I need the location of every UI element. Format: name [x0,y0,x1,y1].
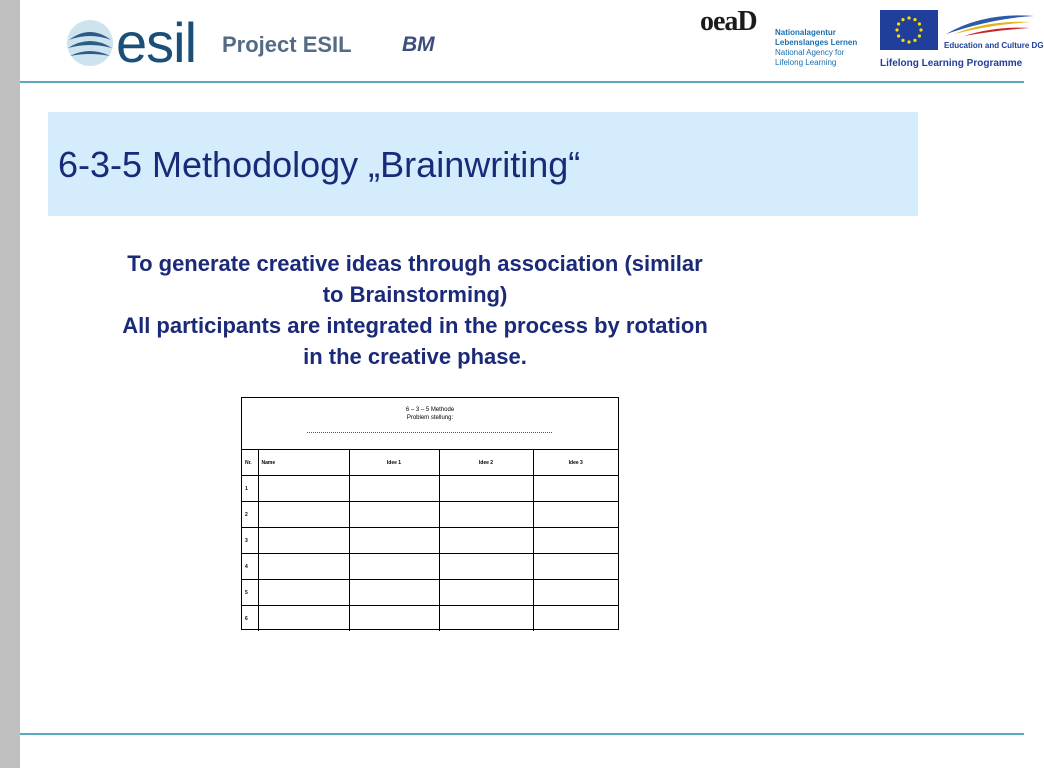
table-cell [533,606,618,632]
table-cell [258,528,349,554]
row-number: 2 [242,502,258,528]
table-cell [349,476,439,502]
eu-flag-icon [880,10,938,50]
table-row [242,476,618,502]
table-cell [349,502,439,528]
table-cell [349,528,439,554]
form-subtitle: Problem stellung: [406,415,454,421]
row-number: 3 [242,528,258,554]
body-line: All participants are integrated in the process by rotation [122,313,708,338]
body-line: to Brainstorming) [322,282,508,307]
table-cell [439,606,533,632]
oead-line: Nationalagentur [775,28,836,37]
column-header: Nr. [242,450,258,476]
table-cell [533,502,618,528]
table-cell [439,528,533,554]
table-cell [439,580,533,606]
table-cell [533,476,618,502]
slide-header [20,0,1044,82]
form-header [242,398,618,450]
body-line: in the creative phase. [303,344,527,369]
column-header: Idee 3 [533,450,618,476]
table-row [242,554,618,580]
table-cell [439,554,533,580]
table-cell [349,554,439,580]
oead-wordmark: oeaD [700,6,757,37]
table-cell [533,580,618,606]
column-header: Idee 2 [439,450,533,476]
table-cell [349,580,439,606]
oead-line: Lebenslanges Lernen [775,38,858,47]
header-divider [20,81,1024,83]
table-cell [258,502,349,528]
table-cell [258,554,349,580]
table-cell [439,502,533,528]
slide-title: 6-3-5 Methodology „Brainwriting“ [58,144,581,185]
table-row [242,580,618,606]
esil-logo-icon [66,18,114,68]
table-cell [533,554,618,580]
llp-swoosh-icon [944,10,1036,38]
footer-divider [20,733,1024,735]
row-number: 6 [242,606,258,632]
eu-logo [878,10,1044,72]
table-header-row [242,450,618,476]
slide-body [60,248,770,372]
left-margin-bar [0,0,20,768]
table-cell [349,606,439,632]
form-grid [242,450,618,631]
oead-caption [775,28,857,68]
oead-logo [700,6,860,76]
oead-line: National Agency for [775,48,845,57]
table-row [242,606,618,632]
table-row [242,528,618,554]
column-header: Name [258,450,349,476]
row-number: 4 [242,554,258,580]
row-number: 1 [242,476,258,502]
project-title: Project ESIL [222,32,352,57]
table-cell [439,476,533,502]
table-cell [258,580,349,606]
body-line: To generate creative ideas through association (similar [127,251,703,276]
esil-logo-text: esil [116,11,197,74]
form-title: 6 – 3 – 5 Methode [405,407,455,413]
column-header: Idee 1 [349,450,439,476]
table-row [242,502,618,528]
oead-line: Lifelong Learning [775,58,837,67]
form-dotted-line [307,432,552,433]
row-number: 5 [242,580,258,606]
eu-dg-caption: Education and Culture DG [944,41,1044,50]
table-cell [258,606,349,632]
llp-caption: Lifelong Learning Programme [880,58,1023,69]
table-cell [258,476,349,502]
project-suffix: BM [402,33,435,56]
brainwriting-form [241,397,619,630]
slide-title-box [48,112,918,216]
table-cell [533,528,618,554]
